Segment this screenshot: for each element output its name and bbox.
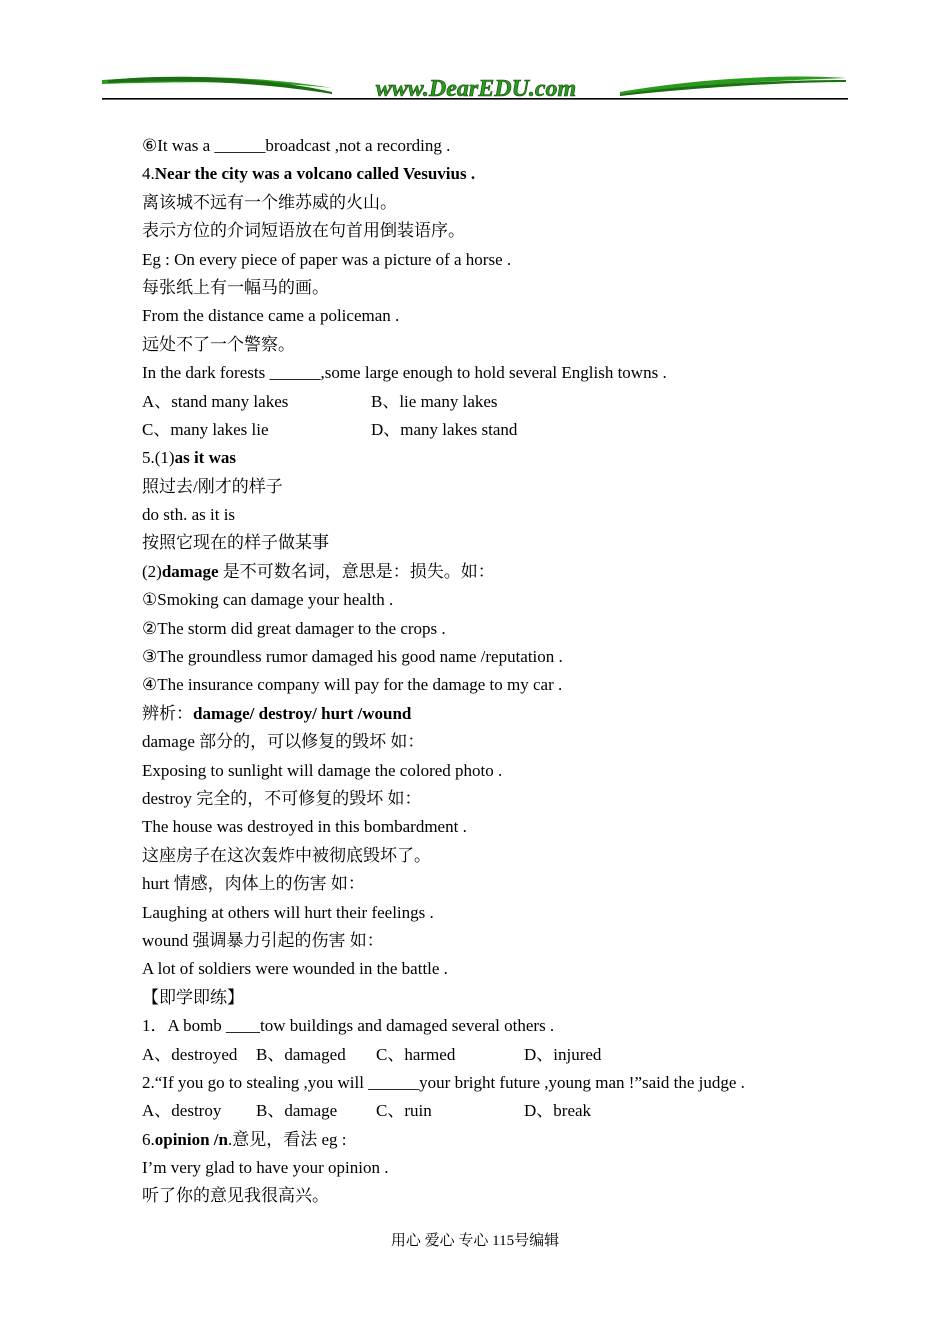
text-line bbox=[142, 444, 862, 472]
option-text: C、many lakes lie bbox=[142, 419, 269, 439]
text-line bbox=[142, 1182, 862, 1210]
text-line bbox=[142, 728, 862, 756]
option-text: B、damaged bbox=[256, 1044, 346, 1064]
text-span: 1．A bomb ____tow buildings and damaged several others . bbox=[142, 1016, 555, 1036]
text-span: The house was destroyed in this bombardment . bbox=[142, 817, 467, 837]
option-text: B、lie many lakes bbox=[371, 391, 498, 411]
bold-text: opinion /n bbox=[154, 1129, 228, 1149]
option-text: A、destroy bbox=[142, 1101, 222, 1121]
text-line bbox=[142, 870, 862, 898]
text-line bbox=[142, 132, 862, 160]
document-body bbox=[142, 132, 862, 1211]
options-line bbox=[142, 416, 862, 444]
text-span: 远处不了一个警察。 bbox=[142, 334, 295, 354]
text-span: ③The groundless rumor damaged his good name /reputation . bbox=[142, 647, 563, 667]
text-span: ①Smoking can damage your health . bbox=[142, 590, 394, 610]
bold-text: as it was bbox=[174, 448, 236, 468]
option-text: B、damage bbox=[256, 1101, 338, 1121]
text-span: 按照它现在的样子做某事 bbox=[142, 533, 329, 553]
text-line bbox=[142, 984, 862, 1012]
text-span: 离该城不远有一个维苏威的火山。 bbox=[142, 192, 397, 212]
option-text: C、harmed bbox=[376, 1044, 456, 1064]
text-span: 4. bbox=[142, 164, 155, 184]
text-span: destroy 完全的，不可修复的毁坏 如： bbox=[142, 788, 422, 808]
site-header bbox=[100, 66, 850, 106]
text-line bbox=[142, 813, 862, 841]
text-span: ④The insurance company will pay for the damage to my car . bbox=[142, 675, 563, 695]
option-text: D、break bbox=[524, 1101, 592, 1121]
text-line bbox=[142, 331, 862, 359]
text-span: 5.(1) bbox=[142, 448, 175, 468]
text-line bbox=[142, 615, 862, 643]
logo-banner bbox=[100, 66, 850, 106]
text-line bbox=[142, 359, 862, 387]
text-line bbox=[142, 274, 862, 302]
bold-text: damage bbox=[161, 561, 219, 581]
text-line bbox=[142, 501, 862, 529]
text-line bbox=[142, 842, 862, 870]
text-line bbox=[142, 700, 862, 728]
option-text: C、ruin bbox=[376, 1101, 432, 1121]
text-span: 每张纸上有一幅马的画。 bbox=[142, 277, 329, 297]
text-span: From the distance came a policeman . bbox=[142, 306, 400, 326]
text-line bbox=[142, 189, 862, 217]
text-span: 是不可数名词，意思是：损失。如： bbox=[218, 561, 495, 581]
text-line bbox=[142, 160, 862, 188]
text-span: do sth. as it is bbox=[142, 505, 236, 525]
text-line bbox=[142, 246, 862, 274]
text-line bbox=[142, 1126, 862, 1154]
option-text: D、many lakes stand bbox=[371, 419, 518, 439]
option-text: D、injured bbox=[524, 1044, 602, 1064]
text-span: ⑥It was a ______broadcast ,not a recording . bbox=[142, 136, 451, 155]
text-span: 听了你的意见我很高兴。 bbox=[142, 1186, 329, 1206]
option-text: A、destroyed bbox=[142, 1044, 238, 1064]
page-footer: 用心 爱心 专心 115号编辑 bbox=[390, 1233, 560, 1249]
text-span: In the dark forests ______,some large enough to hold several English towns . bbox=[142, 363, 667, 383]
text-span: damage 部分的，可以修复的毁坏 如： bbox=[142, 732, 425, 752]
options-line bbox=[142, 1097, 862, 1125]
left-swoosh-shadow-icon bbox=[108, 77, 332, 94]
text-line bbox=[142, 643, 862, 671]
text-span: A lot of soldiers were wounded in the battle . bbox=[142, 959, 448, 979]
text-span: .意见，看法 eg : bbox=[228, 1129, 347, 1149]
text-line bbox=[142, 785, 862, 813]
bold-text: damage/ destroy/ hurt /wound bbox=[193, 703, 412, 723]
text-span: 表示方位的介词短语放在句首用倒装语序。 bbox=[142, 221, 465, 241]
text-span: I’m very glad to have your opinion . bbox=[142, 1158, 389, 1178]
text-line bbox=[142, 217, 862, 245]
text-span: Laughing at others will hurt their feelings . bbox=[142, 902, 434, 922]
text-span: 6. bbox=[142, 1129, 155, 1149]
text-span: Eg : On every piece of paper was a picture of a horse . bbox=[142, 249, 512, 269]
text-line bbox=[142, 1012, 862, 1040]
text-span: ②The storm did great damager to the crops . bbox=[142, 618, 446, 638]
text-line bbox=[142, 473, 862, 501]
text-line bbox=[142, 671, 862, 699]
text-span: Exposing to sunlight will damage the colored photo . bbox=[142, 760, 503, 780]
text-line bbox=[142, 302, 862, 330]
text-span: 【即学即练】 bbox=[142, 987, 244, 1007]
text-span: (2) bbox=[142, 561, 162, 581]
option-text: A、stand many lakes bbox=[142, 391, 289, 411]
logo-text: www.DearEDU.com bbox=[375, 76, 577, 102]
text-span: 2.“If you go to stealing ,you will ______your bright future ,young man !”said the judge . bbox=[142, 1072, 745, 1092]
text-span: wound 强调暴力引起的伤害 如： bbox=[142, 930, 384, 950]
text-line bbox=[142, 558, 862, 586]
options-line bbox=[142, 1041, 862, 1069]
text-span: 辨析： bbox=[142, 703, 193, 723]
text-span: 这座房子在这次轰炸中被彻底毁坏了。 bbox=[142, 845, 431, 865]
text-line bbox=[142, 586, 862, 614]
bold-text: Near the city was a volcano called Vesuvius . bbox=[154, 164, 476, 184]
text-line bbox=[142, 927, 862, 955]
text-line bbox=[142, 757, 862, 785]
text-span: hurt 情感，肉体上的伤害 如： bbox=[142, 874, 365, 894]
text-line bbox=[142, 1154, 862, 1182]
text-line bbox=[142, 955, 862, 983]
text-line bbox=[142, 899, 862, 927]
text-line bbox=[142, 529, 862, 557]
text-line bbox=[142, 1069, 862, 1097]
text-span: 照过去/刚才的样子 bbox=[142, 476, 283, 496]
options-line bbox=[142, 388, 862, 416]
